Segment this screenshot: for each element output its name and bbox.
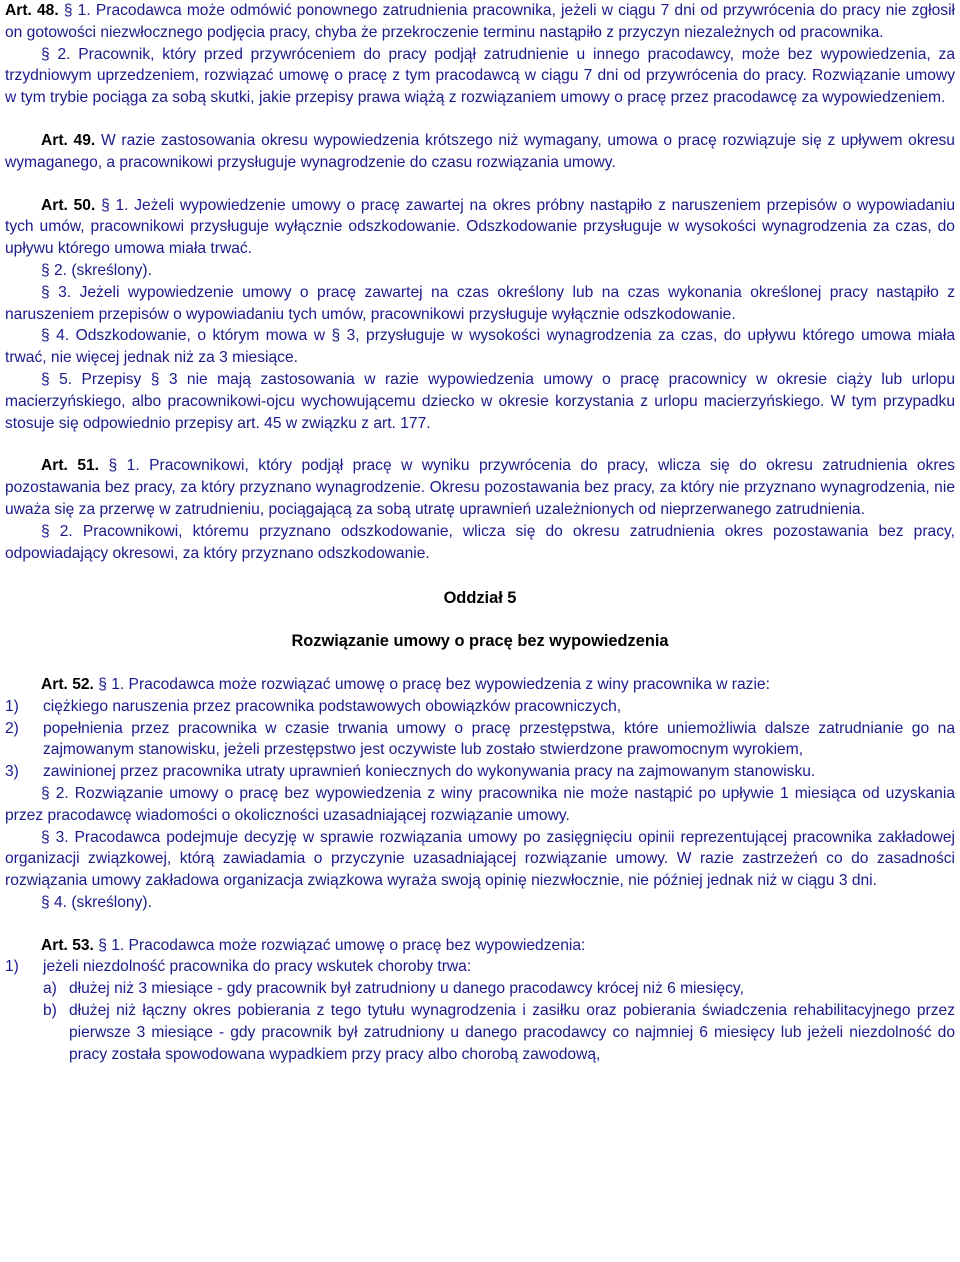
article-text: Rozwiązanie umowy w tym trybie pociąga za sobą skutki, jakie przepisy prawa wiążą z rozwiązaniem umowy o pracę przez pracodawcę za wypowiedzeniem. — [5, 67, 955, 107]
art50-par5: § 5. Przepisy § 3 nie mają zastosowania w razie wypowiedzenia umowy o pracę pracownicy w okresie ciąży lub urlopu macierzyńskiego, albo pracownikowi-ojcu wychowującemu dziecko w okresie korzystania z urlopu macierzyńskiego. W tym przypadku stosuje się odpowiednio przepisy art. 45 w związku z art. 177. — [5, 370, 955, 432]
art51-par2: § 2. Pracownikowi, któremu przyznano odszkodowanie, wlicza się do okresu zatrudnienia okres pozostawania bez pracy, odpowiadający okresowi, za który przyznano odszkodowanie. — [5, 522, 955, 562]
list-number: 2) — [5, 719, 19, 737]
article-text: § 1. Pracodawca może rozwiązać umowę o pracę bez wypowiedzenia z winy pracownika w razie: — [98, 675, 770, 693]
article-label: Art. 49. — [41, 131, 96, 149]
art52-par2: § 2. Rozwiązanie umowy o pracę bez wypowiedzenia z winy pracownika nie może nastąpić po upływie 1 miesiąca od uzyskania przez pracodawcę wiadomości o okoliczności uzasadniającej rozwiązanie umowy. — [5, 784, 955, 824]
art48-par1 — [5, 0, 955, 44]
list-item — [5, 718, 955, 762]
sub-list-letter: a) — [43, 980, 57, 998]
sub-list-text: dłużej niż 3 miesiące - gdy pracownik był zatrudniony u danego pracodawcy krócej niż 6 miesięcy, — [69, 980, 744, 998]
list-text: popełnienia przez pracownika w czasie trwania umowy o pracę przestępstwa, które uniemożliwia dalsze zatrudnianie go na zajmowanym stanowisku, jeżeli przestępstwo jest oczywiste lub zostało stwierdzone prawomocnym wyrokiem, — [43, 719, 955, 759]
list-item — [5, 956, 955, 978]
list-item — [5, 696, 955, 718]
division-title: Rozwiązanie umowy o pracę bez wypowiedzenia — [291, 632, 669, 651]
list-item — [5, 761, 955, 783]
article-text: § 1. Pracodawca może rozwiązać umowę o pracę bez wypowiedzenia: — [98, 936, 586, 954]
list-text: jeżeli niezdolność pracownika do pracy wskutek choroby trwa: — [43, 958, 472, 976]
art50-par4: § 4. Odszkodowanie, o którym mowa w § 3, przysługuje w wysokości wynagrodzenia za czas, do upływu którego umowa miała trwać, nie więcej jednak niż za 3 miesiące. — [5, 327, 955, 367]
art52-par1 — [5, 674, 955, 696]
list-number: 1) — [5, 958, 19, 976]
article-label: Art. 53. — [41, 936, 94, 954]
article-text: § 1. Pracodawca może odmówić ponownego zatrudnienia pracownika, jeżeli w ciągu 7 dni od przywrócenia do pracy nie zgłosił on gotowości niezwłocznego podjęcia pracy, chyba że przekroczenie terminu nastąpiło z przyczyn niezależnych od pracownika. — [5, 2, 955, 41]
sub-list-item — [43, 978, 955, 1000]
division-heading: Oddział 5 — [443, 589, 517, 608]
article-text: § 1. Pracownikowi, który podjął pracę w wyniku przywrócenia do pracy, wlicza się do okresu zatrudnienia okres pozostawania bez pracy, za który przyznano wynagrodzenie. — [5, 457, 955, 497]
sub-list-letter: b) — [43, 1002, 57, 1020]
list-number: 1) — [5, 697, 19, 715]
art53-par1 — [5, 935, 955, 957]
art49 — [5, 130, 955, 174]
article-label: Art. 48. — [5, 2, 59, 19]
article-label: Art. 52. — [41, 675, 94, 693]
art52-par4: § 4. (skreślony). — [41, 893, 152, 911]
list-text: ciężkiego naruszenia przez pracownika podstawowych obowiązków pracowniczych, — [43, 697, 622, 715]
art50-par3: § 3. Jeżeli wypowiedzenie umowy o pracę zawartej na czas określony lub na czas wykonania określonej pracy nastąpiło z naruszeniem przepisów o wypowiadaniu tych umów, pracownikowi przysługuje wyłącznie odszkodowanie. — [5, 283, 955, 323]
list-text: zawinionej przez pracownika utraty uprawnień koniecznych do wykonywania pracy na zajmowanym stanowisku. — [43, 763, 816, 781]
article-text: W razie zastosowania okresu wypowiedzenia krótszego niż wymagany, umowa o pracę rozwiązuje się z upływem okresu wymaganego, a pracownikowi przysługuje wynagrodzenie do czasu rozwiązania umowy. — [5, 131, 955, 171]
sub-list-text: dłużej niż łączny okres pobierania z tego tytułu wynagrodzenia i zasiłku oraz pobierania świadczenia rehabilitacyjnego przez pierwsze 3 miesiące - gdy pracownik był zatrudniony u danego pracodawcy co najmniej 6 miesięcy lub jeżeli niezdolność do pracy została spowodowana wypadkiem przy pracy albo chorobą zawodową, — [69, 1002, 955, 1063]
article-text: Okresu pozostawania bez pracy, za który nie przyznano wynagrodzenia, nie uważa się za przerwę w zatrudnieniu, pociągającą za sobą utratę uprawnień uzależnionych od nieprzerwanego zatrudnienia. — [5, 479, 955, 518]
list-number: 3) — [5, 763, 19, 781]
art52-par3: § 3. Pracodawca podejmuje decyzję w sprawie rozwiązania umowy po zasięgnięciu opinii reprezentującej pracownika zakładowej organizacji związkowej, którą zawiadamia o przyczynie uzasadniającej rozwiązanie umowy. W razie zastrzeżeń co do zasadności rozwiązania umowy zakładowa organizacja związkowa wyraża swoją opinię niezwłocznie, nie później jednak niż w ciągu 3 dni. — [5, 828, 955, 890]
document-page — [5, 0, 955, 1065]
art51-par1 — [5, 455, 955, 520]
article-label: Art. 50. — [41, 196, 96, 214]
sub-list-item — [43, 1000, 955, 1065]
art50-par1 — [5, 195, 955, 260]
article-text: § 1. Jeżeli wypowiedzenie umowy o pracę zawartej na okres próbny nastąpiło z naruszeniem przepisów o wypowiadaniu tych umów, pracownikowi przysługuje wyłącznie odszkodowanie. — [5, 196, 955, 236]
article-text: § 2. Pracownik, który przed przywróceniem do pracy podjął zatrudnienie u innego pracodawcy, może bez wypowiedzenia, za trzydniowym uprzedzeniem, rozwiązać umowę o pracę z tym pracodawcą w ciągu 7 dni od przywrócenia do pracy. — [5, 45, 955, 85]
art50-par2: § 2. (skreślony). — [41, 261, 152, 279]
article-label: Art. 51. — [41, 457, 100, 475]
art48-par2 — [5, 44, 955, 109]
article-text: Odszkodowanie przysługuje w wysokości wynagrodzenia za czas, do upływu którego umowa miała trwać. — [5, 218, 955, 258]
